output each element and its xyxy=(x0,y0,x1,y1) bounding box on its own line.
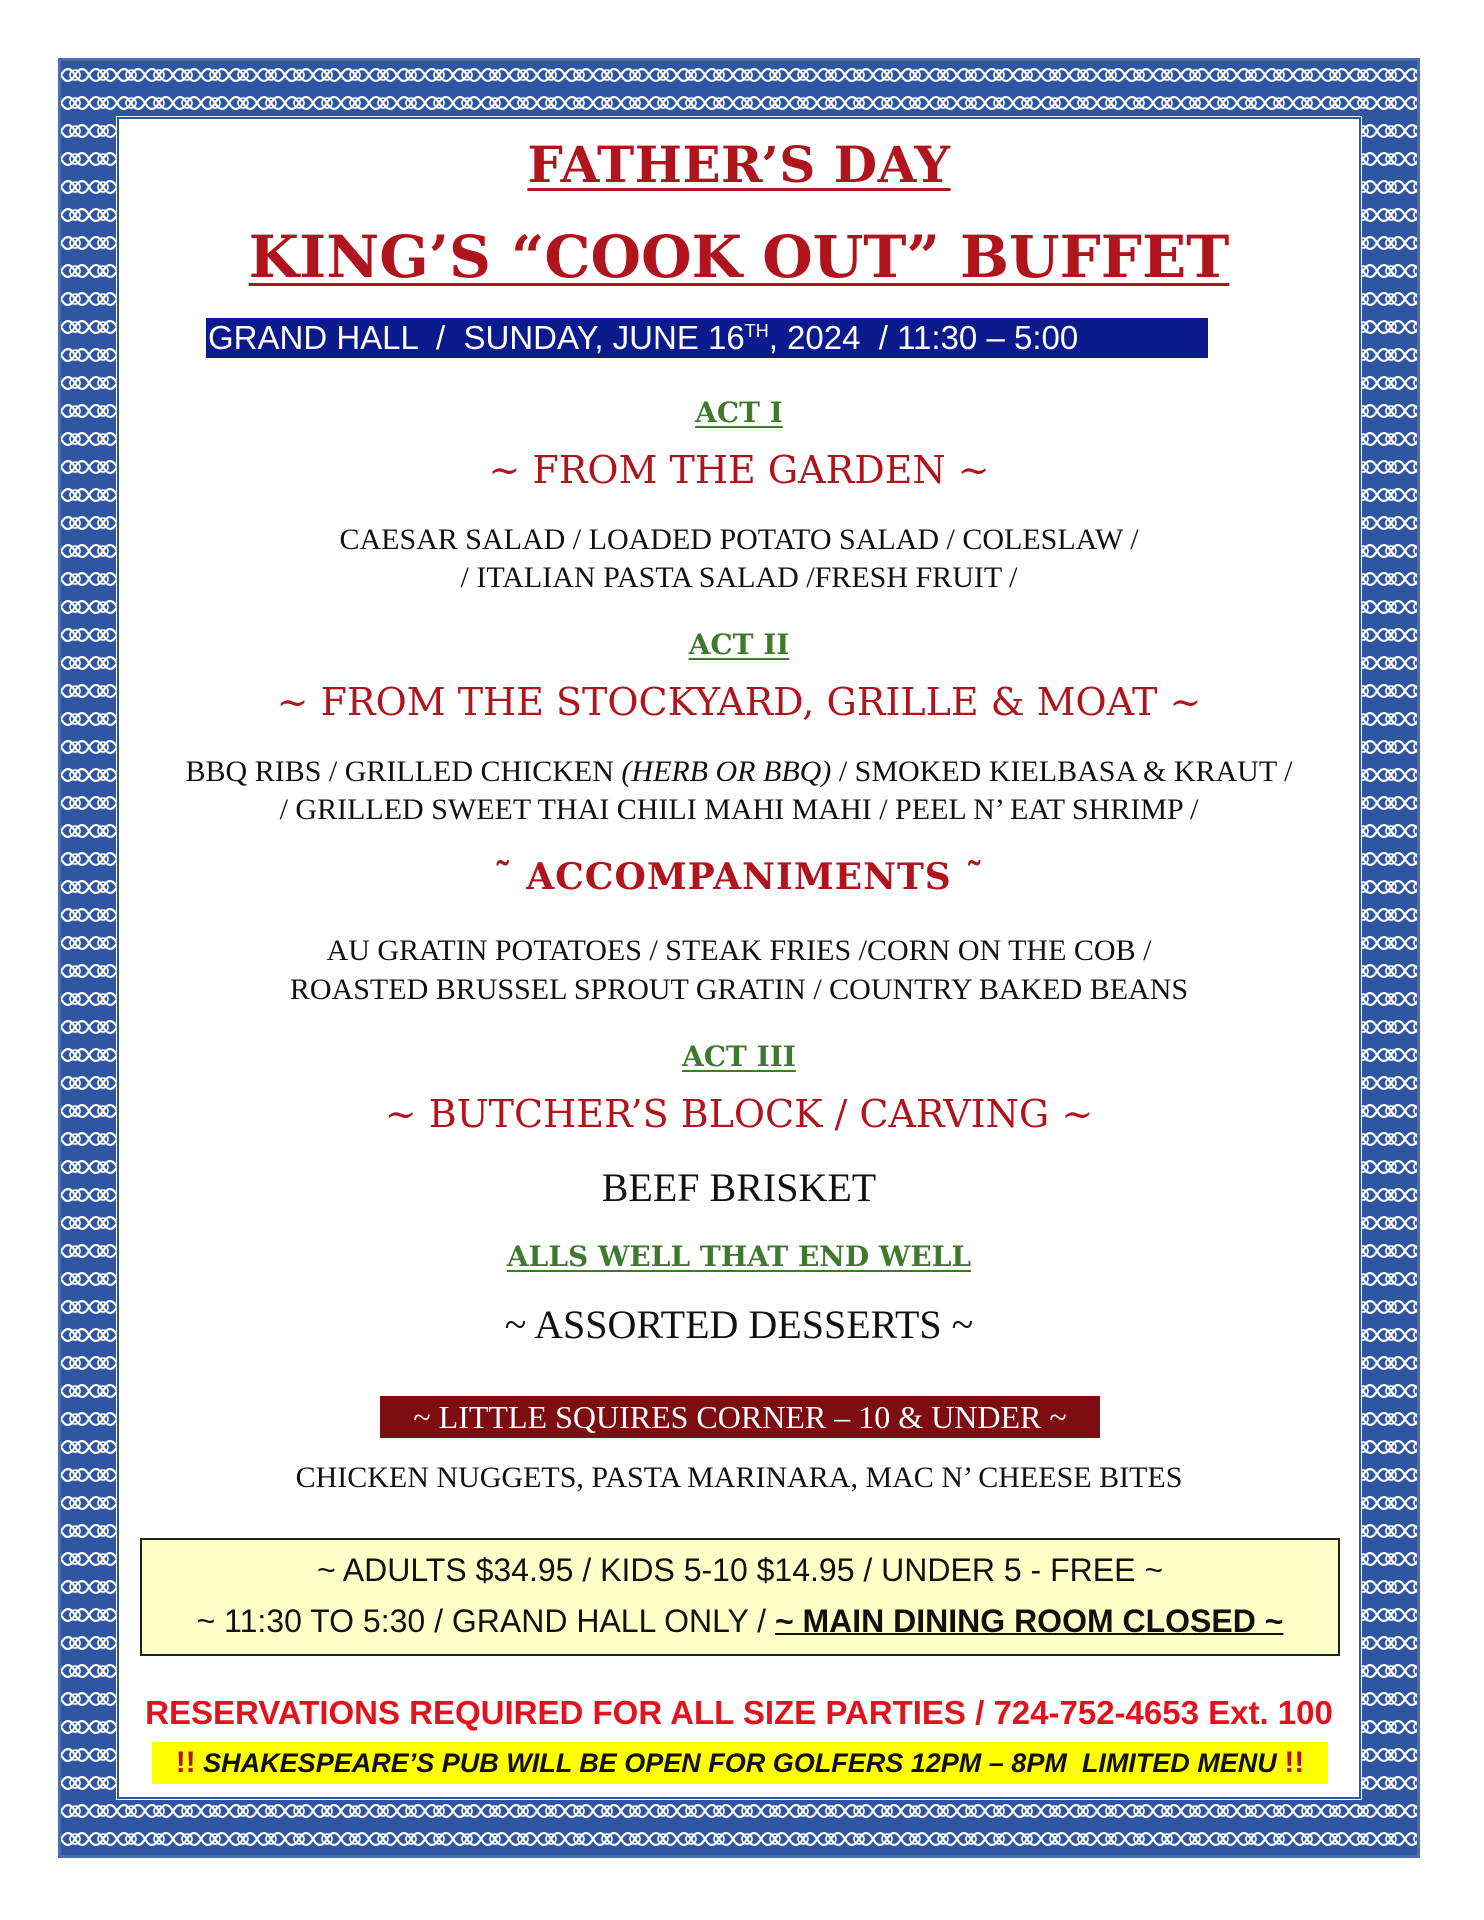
act2-line2: / GRILLED SWEET THAI CHILI MAHI MAHI / PEEL N’ EAT SHRIMP / xyxy=(279,793,1199,826)
event-info-date: GRAND HALL / SUNDAY, JUNE 16 xyxy=(208,319,745,356)
page-title: FATHER’S DAY xyxy=(527,135,951,194)
act2-label: ACT II xyxy=(688,628,790,661)
act1-line2: / ITALIAN PASTA SALAD /FRESH FRUIT / xyxy=(460,561,1018,594)
event-info-time: , 2024 / 11:30 – 5:00 xyxy=(768,319,1079,356)
reservations-notice: RESERVATIONS REQUIRED FOR ALL SIZE PARTIES / 724-752-4653 Ext. 100 xyxy=(145,1694,1333,1731)
act2-line1-b: / SMOKED KIELBASA & KRAUT / xyxy=(831,755,1293,788)
pricing-line1: ~ ADULTS $34.95 / KIDS 5-10 $14.95 / UNDER 5 - FREE ~ xyxy=(316,1552,1163,1588)
accompaniments-line1: AU GRATIN POTATOES / STEAK FRIES /CORN ON THE COB / xyxy=(326,934,1152,967)
act1-label: ACT I xyxy=(695,396,783,429)
accompaniments-line2: ROASTED BRUSSEL SPROUT GRATIN / COUNTRY BAKED BEANS xyxy=(289,973,1189,1006)
dining-closed-notice: ~ MAIN DINING ROOM CLOSED ~ xyxy=(774,1603,1284,1639)
pub-notice xyxy=(152,1742,1328,1784)
kids-heading: ~ LITTLE SQUIRES CORNER – 10 & UNDER ~ xyxy=(380,1396,1100,1438)
page-subtitle: KING’S “COOK OUT” BUFFET xyxy=(248,223,1230,291)
act2-line1-a: BBQ RIBS / GRILLED CHICKEN xyxy=(185,755,622,788)
flyer-content xyxy=(118,118,1360,1798)
act3-item: BEEF BRISKET xyxy=(601,1165,877,1210)
dessert-item: ~ ASSORTED DESSERTS ~ xyxy=(504,1302,974,1347)
dessert-label: ALLS WELL THAT END WELL xyxy=(506,1240,972,1273)
act3-heading: ~ BUTCHER’S BLOCK / CARVING ~ xyxy=(384,1092,1094,1136)
event-info-bar xyxy=(206,318,1208,358)
act2-heading: ~ FROM THE STOCKYARD, GRILLE & MOAT ~ xyxy=(276,680,1202,724)
exclaim-left: !! xyxy=(175,1746,196,1779)
exclaim-right: !! xyxy=(1284,1746,1305,1779)
act1-heading: ~ FROM THE GARDEN ~ xyxy=(488,448,990,492)
act3-label: ACT III xyxy=(682,1040,796,1073)
pub-notice-text: SHAKESPEARE’S PUB WILL BE OPEN FOR GOLFERS 12PM – 8PM LIMITED MENU xyxy=(195,1748,1285,1778)
act2-line1-italic: (HERB OR BBQ) xyxy=(621,755,832,788)
date-suffix: TH xyxy=(744,321,769,341)
accompaniments-heading: ˜ ACCOMPANIMENTS ˜ xyxy=(493,856,985,898)
pricing-box xyxy=(140,1538,1340,1656)
kids-items: CHICKEN NUGGETS, PASTA MARINARA, MAC N’ CHEESE BITES xyxy=(295,1461,1183,1494)
act1-line1: CAESAR SALAD / LOADED POTATO SALAD / COLESLAW / xyxy=(339,523,1139,556)
pricing-hours: ~ 11:30 TO 5:30 / GRAND HALL ONLY / xyxy=(196,1603,775,1639)
act2-line1 xyxy=(118,752,1360,791)
pricing-line2 xyxy=(142,1603,1338,1640)
